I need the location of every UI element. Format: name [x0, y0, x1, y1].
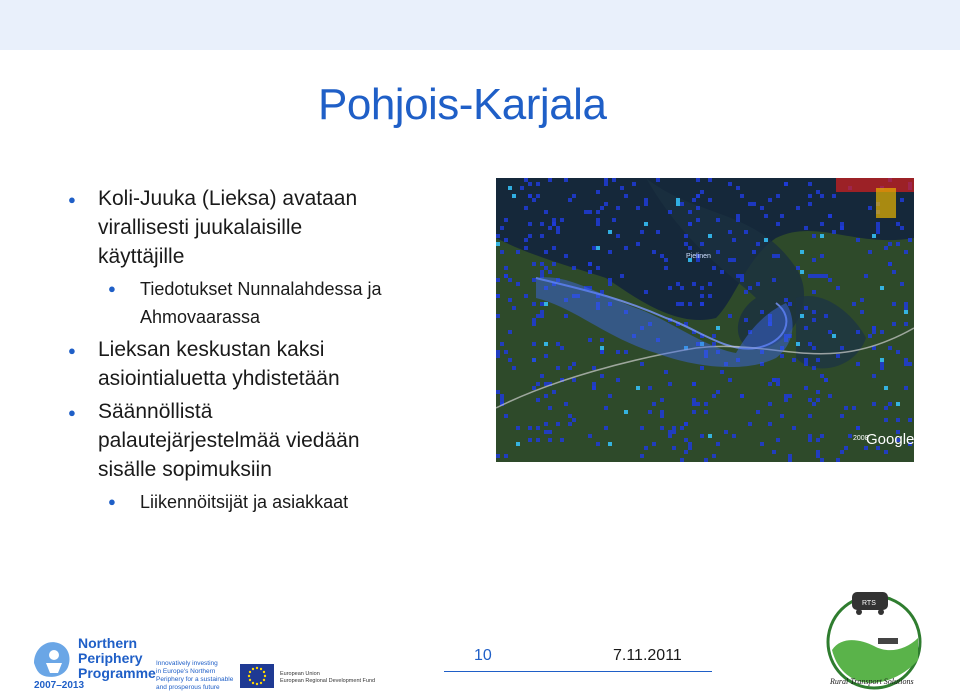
slide-number: 10 — [474, 647, 492, 664]
bullet-dot-icon: ● — [68, 405, 76, 420]
bullet-item — [68, 335, 488, 393]
map-year-label: 2008 — [853, 435, 869, 442]
top-banner — [0, 0, 960, 50]
sub-bullet-item — [68, 488, 488, 516]
bullet-text: Liikennöitsijät ja asiakkaat — [140, 492, 349, 512]
bullet-text: Koli-Juuka (Lieksa) avataan virallisesti juukalaisille käyttäjille — [98, 187, 358, 268]
slide-date: 7.11.2011 — [613, 647, 682, 664]
footer-divider — [444, 671, 712, 672]
eu-fund-text: European Union European Regional Development Fund — [280, 671, 376, 684]
slide-title: Pohjois-Karjala — [318, 80, 607, 129]
rts-logo-text: Rural Transport Solutions — [830, 677, 914, 686]
bullet-item — [68, 184, 488, 271]
bullet-dot-icon: ● — [108, 281, 116, 296]
eu-flag-icon — [240, 664, 274, 688]
rts-logo-icon — [812, 580, 936, 692]
rts-initials: RTS — [862, 600, 876, 607]
google-watermark: Google — [866, 431, 914, 448]
bullet-text: Lieksan keskustan kaksi asiointialuetta yhdistetään — [98, 338, 340, 390]
bullet-text: Säännöllistä palautejärjestelmää viedään sisälle sopimuksiin — [98, 400, 360, 481]
bullet-list — [68, 184, 488, 520]
satellite-map — [496, 178, 914, 462]
bullet-dot-icon: ● — [68, 192, 76, 207]
bullet-dot-icon: ● — [68, 343, 76, 358]
bullet-text: Tiedotukset Nunnalahdessa ja Ahmovaarassa — [140, 279, 382, 327]
map-image — [496, 178, 914, 462]
bullet-dot-icon: ● — [108, 494, 116, 509]
bullet-item — [68, 397, 488, 484]
map-place-label: Pielinen — [686, 253, 711, 260]
programme-name: Northern Periphery Programme — [78, 635, 156, 681]
programme-years: 2007–2013 — [34, 680, 85, 691]
programme-tagline: Innovatively investing in Europe's Northern Periphery for a sustainable and prosperous future — [156, 660, 234, 691]
sub-bullet-item — [68, 275, 488, 331]
